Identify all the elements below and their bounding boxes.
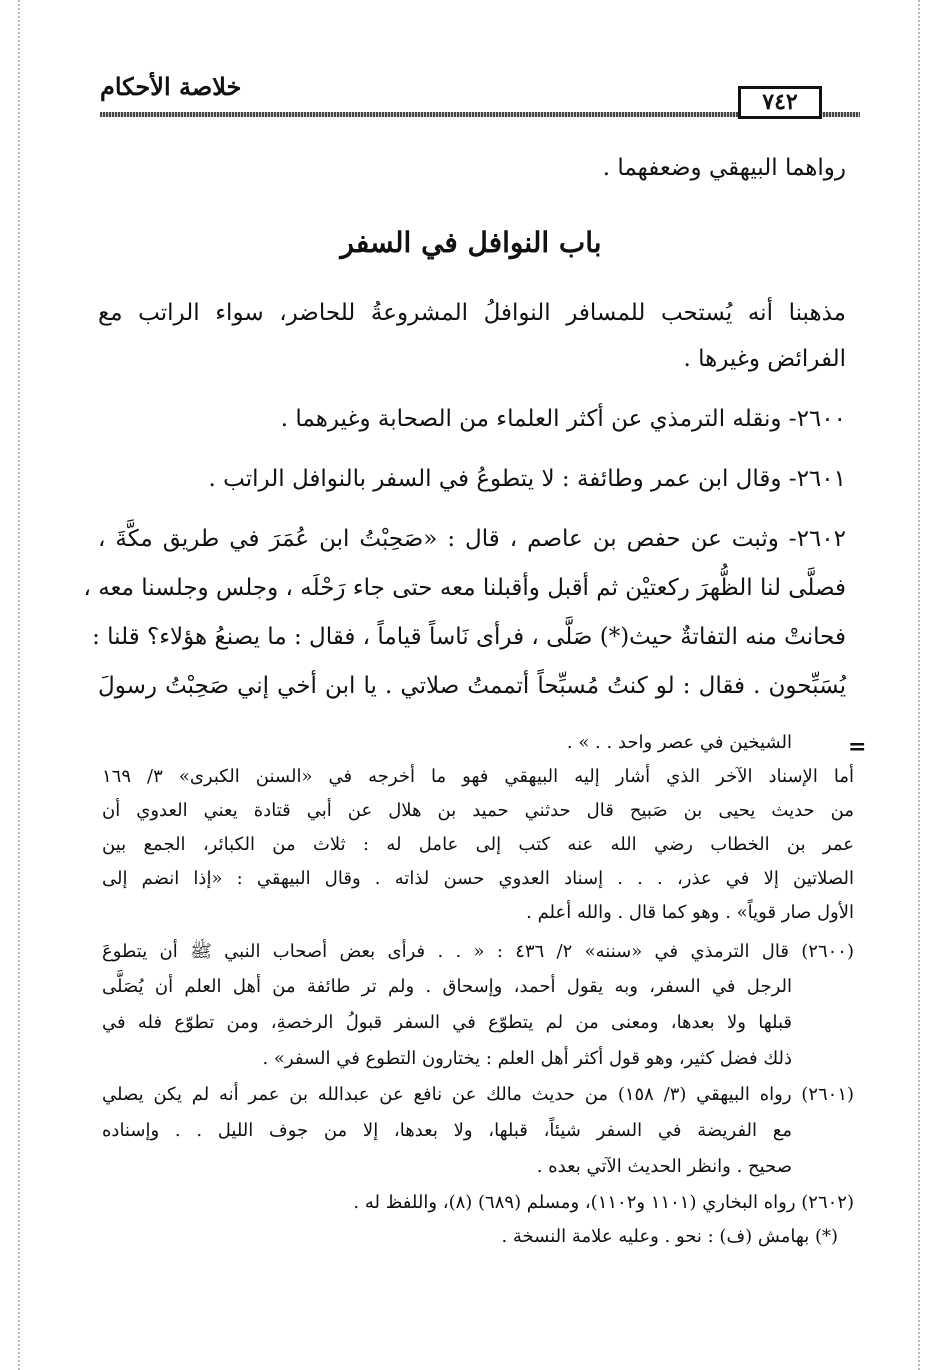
footnote-2602: (٢٦٠٢) رواه البخاري (١١٠١ و١١٠٢)، ومسلم (٦٨٩) (٨)، واللفظ له . <box>353 1192 854 1213</box>
chapter-heading: باب النوافل في السفر <box>340 226 602 259</box>
paragraph-line: مذهبنا أنه يُستحب للمسافر النوافلُ المشروعةُ للحاضر، سواء الراتب مع <box>98 300 846 326</box>
hadith-2602-line: فحانتْ منه التفاتةٌ حيث(*) صَلَّى ، فرأى نَاساً قياماً ، فقال : ما يصنعُ هؤلاء؟ قلنا : <box>92 624 846 650</box>
hadith-2600: ٢٦٠٠- ونقله الترمذي عن أكثر العلماء من الصحابة وغيرهما . <box>280 406 846 432</box>
paragraph-line: الفرائض وغيرها . <box>683 346 846 372</box>
scan-margin-right <box>918 0 920 1370</box>
footnote-line: من حديث يحيى بن صَبيح قال حدثني حميد بن هلال عن أبي قتادة يعني العدوي أن <box>102 800 854 821</box>
footnote-line: الشيخين في عصر واحد . . » . <box>566 732 792 753</box>
footnote-line: الأول صار قوياً» . وهو كما قال . والله أعلم . <box>526 902 854 923</box>
footnote-2601-line: مع الفريضة في السفر شيئاً، قبلها، ولا بعدها، إلا من جوف الليل . . وإسناده <box>102 1120 792 1141</box>
book-title: خلاصة الأحكام <box>100 72 242 101</box>
footnote-2600-line: الرجل في السفر، وبه يقول أحمد، وإسحاق . ولم تر طائفة من أهل العلم أن يُصَلَّى <box>102 976 792 997</box>
footnote-star: (*) بهامش (ف) : نحو . وعليه علامة النسخة . <box>501 1226 838 1247</box>
page-header <box>100 72 860 126</box>
page-number: ٧٤٢ <box>738 86 822 119</box>
continuation-mark: = <box>848 734 867 760</box>
hadith-2601: ٢٦٠١- وقال ابن عمر وطائفة : لا يتطوعُ في السفر بالنوافل الراتب . <box>208 466 846 492</box>
footnote-2600-line: (٢٦٠٠) قال الترمذي في «سننه» ٢/ ٤٣٦ : « . . فرأى بعض أصحاب النبي ﷺ أن يتطوعَ <box>102 941 854 962</box>
footnote-line: عمر بن الخطاب رضي الله عنه كتب إلى عامل له : ثلاث من الكبائر، الجمع بين <box>102 834 854 855</box>
footnote-2601-line: (٢٦٠١) رواه البيهقي (٣/ ١٥٨) من حديث مالك عن نافع عن عبدالله بن عمر أنه لم يكن يصلي <box>102 1084 855 1105</box>
hadith-2602-line: ٢٦٠٢- وثبت عن حفص بن عاصم ، قال : «صَحِبْتُ ابن عُمَرَ في طريق مكَّةَ ، <box>98 526 846 552</box>
scan-margin-left <box>18 0 20 1370</box>
text-line: رواهما البيهقي وضعفهما . <box>602 155 846 181</box>
footnote-line: أما الإسناد الآخر الذي أشار إليه البيهقي فهو ما أخرجه في «السنن الكبرى» ٣/ ١٦٩ <box>102 766 854 787</box>
footnote-line: الصلاتين إلا في عذر، . . . إسناد العدوي حسن لذاته . وقال البيهقي : «إذا انضم إلى <box>102 868 854 889</box>
hadith-2602-line: فصلَّى لنا الظُّهرَ ركعتيْن ثم أقبل وأقبلنا معه حتى جاء رَحْلَه ، وجلس وجلسنا معه ، <box>83 575 846 601</box>
hadith-2602-line: يُسَبِّحون . فقال : لو كنتُ مُسبِّحاً أتممتُ صلاتي . يا ابن أخي إني صَحِبْتُ رسولَ <box>98 673 846 699</box>
footnote-2600-line: قبلها ولا بعدها، ومعنى من لم يتطوّع في السفر قبولُ الرخصةِ، ومن تطوّع فله في <box>102 1012 792 1033</box>
footnote-2601-line: صحيح . وانظر الحديث الآتي بعده . <box>536 1156 792 1177</box>
footnote-2600-line: ذلك فضل كثير، وهو قول أكثر أهل العلم : يختارون التطوع في السفر» . <box>262 1048 792 1069</box>
